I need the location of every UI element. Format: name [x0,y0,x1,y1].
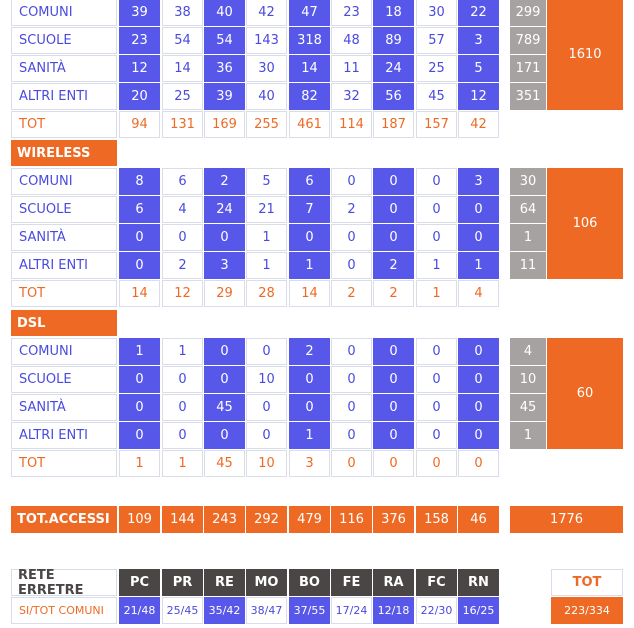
rete-tot-header: TOT [551,569,623,596]
tot-accessi-label: TOT.ACCESSI [11,506,117,533]
row-total: 789 [510,27,546,54]
tot-cell: 2 [331,280,372,307]
value-cell: 3 [458,27,499,54]
value-cell: 0 [373,224,414,251]
province-header: PR [162,569,203,596]
tot-cell: 3 [289,450,330,477]
value-cell: 0 [204,224,245,251]
value-cell: 0 [331,168,372,195]
tot-cell: 29 [204,280,245,307]
row-label: SCUOLE [11,27,117,54]
value-cell: 38 [162,0,203,26]
value-cell: 0 [373,338,414,365]
row-total: 1 [510,422,546,449]
value-cell: 1 [289,422,330,449]
value-cell: 0 [119,394,160,421]
tot-cell: 0 [373,450,414,477]
value-cell: 12 [458,83,499,110]
section-title: WIRELESS [11,140,117,166]
value-cell: 40 [246,83,287,110]
value-cell: 39 [119,0,160,26]
value-cell: 0 [246,338,287,365]
value-cell: 0 [204,366,245,393]
value-cell: 20 [119,83,160,110]
value-cell: 11 [331,55,372,82]
row-total: 30 [510,168,546,195]
value-cell: 0 [246,422,287,449]
value-cell: 0 [331,338,372,365]
rete-total: 223/334 [551,597,623,624]
value-cell: 2 [373,252,414,279]
value-cell: 8 [119,168,160,195]
tot-cell: 12 [162,280,203,307]
tot-label: TOT [11,111,117,138]
value-cell: 10 [246,366,287,393]
value-cell: 45 [416,83,457,110]
value-cell: 0 [373,196,414,223]
value-cell: 22 [458,0,499,26]
tot-accessi-cell: 376 [373,506,414,533]
row-label: COMUNI [11,338,117,365]
value-cell: 0 [416,196,457,223]
tot-cell: 4 [458,280,499,307]
row-label: ALTRI ENTI [11,83,117,110]
row-total: 11 [510,252,546,279]
value-cell: 0 [416,224,457,251]
province-header: RE [204,569,245,596]
row-label: SANITÀ [11,55,117,82]
rete-value: 17/24 [331,597,372,624]
tot-cell: 131 [162,111,203,138]
value-cell: 14 [289,55,330,82]
rete-value: 35/42 [204,597,245,624]
value-cell: 7 [289,196,330,223]
tot-accessi-cell: 46 [458,506,499,533]
value-cell: 56 [373,83,414,110]
value-cell: 0 [331,224,372,251]
tot-cell: 0 [458,450,499,477]
value-cell: 89 [373,27,414,54]
value-cell: 0 [119,422,160,449]
value-cell: 23 [331,0,372,26]
value-cell: 0 [289,394,330,421]
value-cell: 30 [416,0,457,26]
value-cell: 0 [162,224,203,251]
rete-value: 12/18 [373,597,414,624]
value-cell: 0 [162,366,203,393]
value-cell: 3 [204,252,245,279]
value-cell: 6 [119,196,160,223]
value-cell: 5 [458,55,499,82]
row-label: COMUNI [11,168,117,195]
value-cell: 5 [246,168,287,195]
row-total: 64 [510,196,546,223]
province-header: MO [246,569,287,596]
value-cell: 1 [119,338,160,365]
value-cell: 54 [204,27,245,54]
value-cell: 3 [458,168,499,195]
value-cell: 0 [246,394,287,421]
tot-cell: 42 [458,111,499,138]
rete-value: 22/30 [416,597,457,624]
value-cell: 0 [458,338,499,365]
value-cell: 0 [162,394,203,421]
rete-value: 37/55 [289,597,330,624]
value-cell: 2 [289,338,330,365]
value-cell: 25 [162,83,203,110]
value-cell: 0 [119,252,160,279]
tot-cell: 157 [416,111,457,138]
value-cell: 2 [331,196,372,223]
value-cell: 30 [246,55,287,82]
value-cell: 143 [246,27,287,54]
value-cell: 0 [289,366,330,393]
tot-label: TOT [11,450,117,477]
row-label: ALTRI ENTI [11,422,117,449]
tot-accessi-grand: 1776 [510,506,623,533]
tot-cell: 114 [331,111,372,138]
value-cell: 1 [246,252,287,279]
tot-cell: 0 [331,450,372,477]
row-total: 299 [510,0,546,26]
value-cell: 45 [204,394,245,421]
value-cell: 2 [204,168,245,195]
value-cell: 0 [162,422,203,449]
value-cell: 1 [162,338,203,365]
value-cell: 0 [373,366,414,393]
value-cell: 14 [162,55,203,82]
value-cell: 0 [416,338,457,365]
province-header: RA [373,569,414,596]
tot-cell: 45 [204,450,245,477]
value-cell: 0 [373,394,414,421]
value-cell: 39 [204,83,245,110]
value-cell: 2 [162,252,203,279]
value-cell: 48 [331,27,372,54]
rete-value: 25/45 [162,597,203,624]
province-header: BO [289,569,330,596]
value-cell: 47 [289,0,330,26]
value-cell: 4 [162,196,203,223]
value-cell: 40 [204,0,245,26]
value-cell: 0 [416,366,457,393]
value-cell: 18 [373,0,414,26]
value-cell: 36 [204,55,245,82]
province-header: FC [416,569,457,596]
value-cell: 0 [458,224,499,251]
value-cell: 0 [416,394,457,421]
tot-cell: 28 [246,280,287,307]
value-cell: 0 [458,394,499,421]
tot-cell: 10 [246,450,287,477]
value-cell: 0 [331,422,372,449]
tot-cell: 1 [119,450,160,477]
value-cell: 0 [458,196,499,223]
value-cell: 57 [416,27,457,54]
tot-cell: 187 [373,111,414,138]
section-grand-total: 106 [547,168,623,279]
row-total: 45 [510,394,546,421]
tot-cell: 169 [204,111,245,138]
tot-cell: 14 [289,280,330,307]
tot-accessi-cell: 479 [289,506,330,533]
tot-accessi-cell: 292 [246,506,287,533]
row-label: SCUOLE [11,196,117,223]
tot-cell: 255 [246,111,287,138]
value-cell: 12 [119,55,160,82]
row-label: ALTRI ENTI [11,252,117,279]
value-cell: 0 [331,366,372,393]
rete-label: RETE ERRETRE [11,569,117,596]
value-cell: 24 [204,196,245,223]
row-total: 1 [510,224,546,251]
tot-cell: 1 [162,450,203,477]
value-cell: 0 [331,252,372,279]
tot-accessi-cell: 116 [331,506,372,533]
value-cell: 0 [458,366,499,393]
value-cell: 0 [204,338,245,365]
value-cell: 42 [246,0,287,26]
province-header: PC [119,569,160,596]
value-cell: 0 [416,422,457,449]
section-grand-total: 60 [547,338,623,449]
row-label: COMUNI [11,0,117,26]
value-cell: 1 [458,252,499,279]
value-cell: 21 [246,196,287,223]
tot-accessi-cell: 109 [119,506,160,533]
row-label: SANITÀ [11,224,117,251]
tot-cell: 1 [416,280,457,307]
rete-value: 38/47 [246,597,287,624]
value-cell: 0 [458,422,499,449]
row-total: 351 [510,83,546,110]
value-cell: 318 [289,27,330,54]
value-cell: 32 [331,83,372,110]
rete-row-label: SI/TOT COMUNI [11,597,117,624]
value-cell: 6 [289,168,330,195]
province-header: FE [331,569,372,596]
row-label: SCUOLE [11,366,117,393]
value-cell: 1 [416,252,457,279]
row-total: 171 [510,55,546,82]
value-cell: 25 [416,55,457,82]
tot-cell: 461 [289,111,330,138]
value-cell: 0 [119,224,160,251]
value-cell: 0 [373,168,414,195]
province-header: RN [458,569,499,596]
tot-cell: 0 [416,450,457,477]
tot-accessi-cell: 144 [162,506,203,533]
row-total: 10 [510,366,546,393]
tot-accessi-cell: 243 [204,506,245,533]
value-cell: 0 [416,168,457,195]
value-cell: 54 [162,27,203,54]
value-cell: 82 [289,83,330,110]
tot-cell: 14 [119,280,160,307]
value-cell: 0 [331,394,372,421]
value-cell: 0 [204,422,245,449]
value-cell: 6 [162,168,203,195]
section-title: DSL [11,310,117,336]
tot-accessi-cell: 158 [416,506,457,533]
tot-cell: 94 [119,111,160,138]
value-cell: 24 [373,55,414,82]
rete-value: 16/25 [458,597,499,624]
value-cell: 23 [119,27,160,54]
value-cell: 0 [373,422,414,449]
section-grand-total: 1610 [547,0,623,110]
row-label: SANITÀ [11,394,117,421]
value-cell: 1 [246,224,287,251]
value-cell: 1 [289,252,330,279]
tot-cell: 2 [373,280,414,307]
value-cell: 0 [289,224,330,251]
rete-value: 21/48 [119,597,160,624]
tot-label: TOT [11,280,117,307]
row-total: 4 [510,338,546,365]
value-cell: 0 [119,366,160,393]
